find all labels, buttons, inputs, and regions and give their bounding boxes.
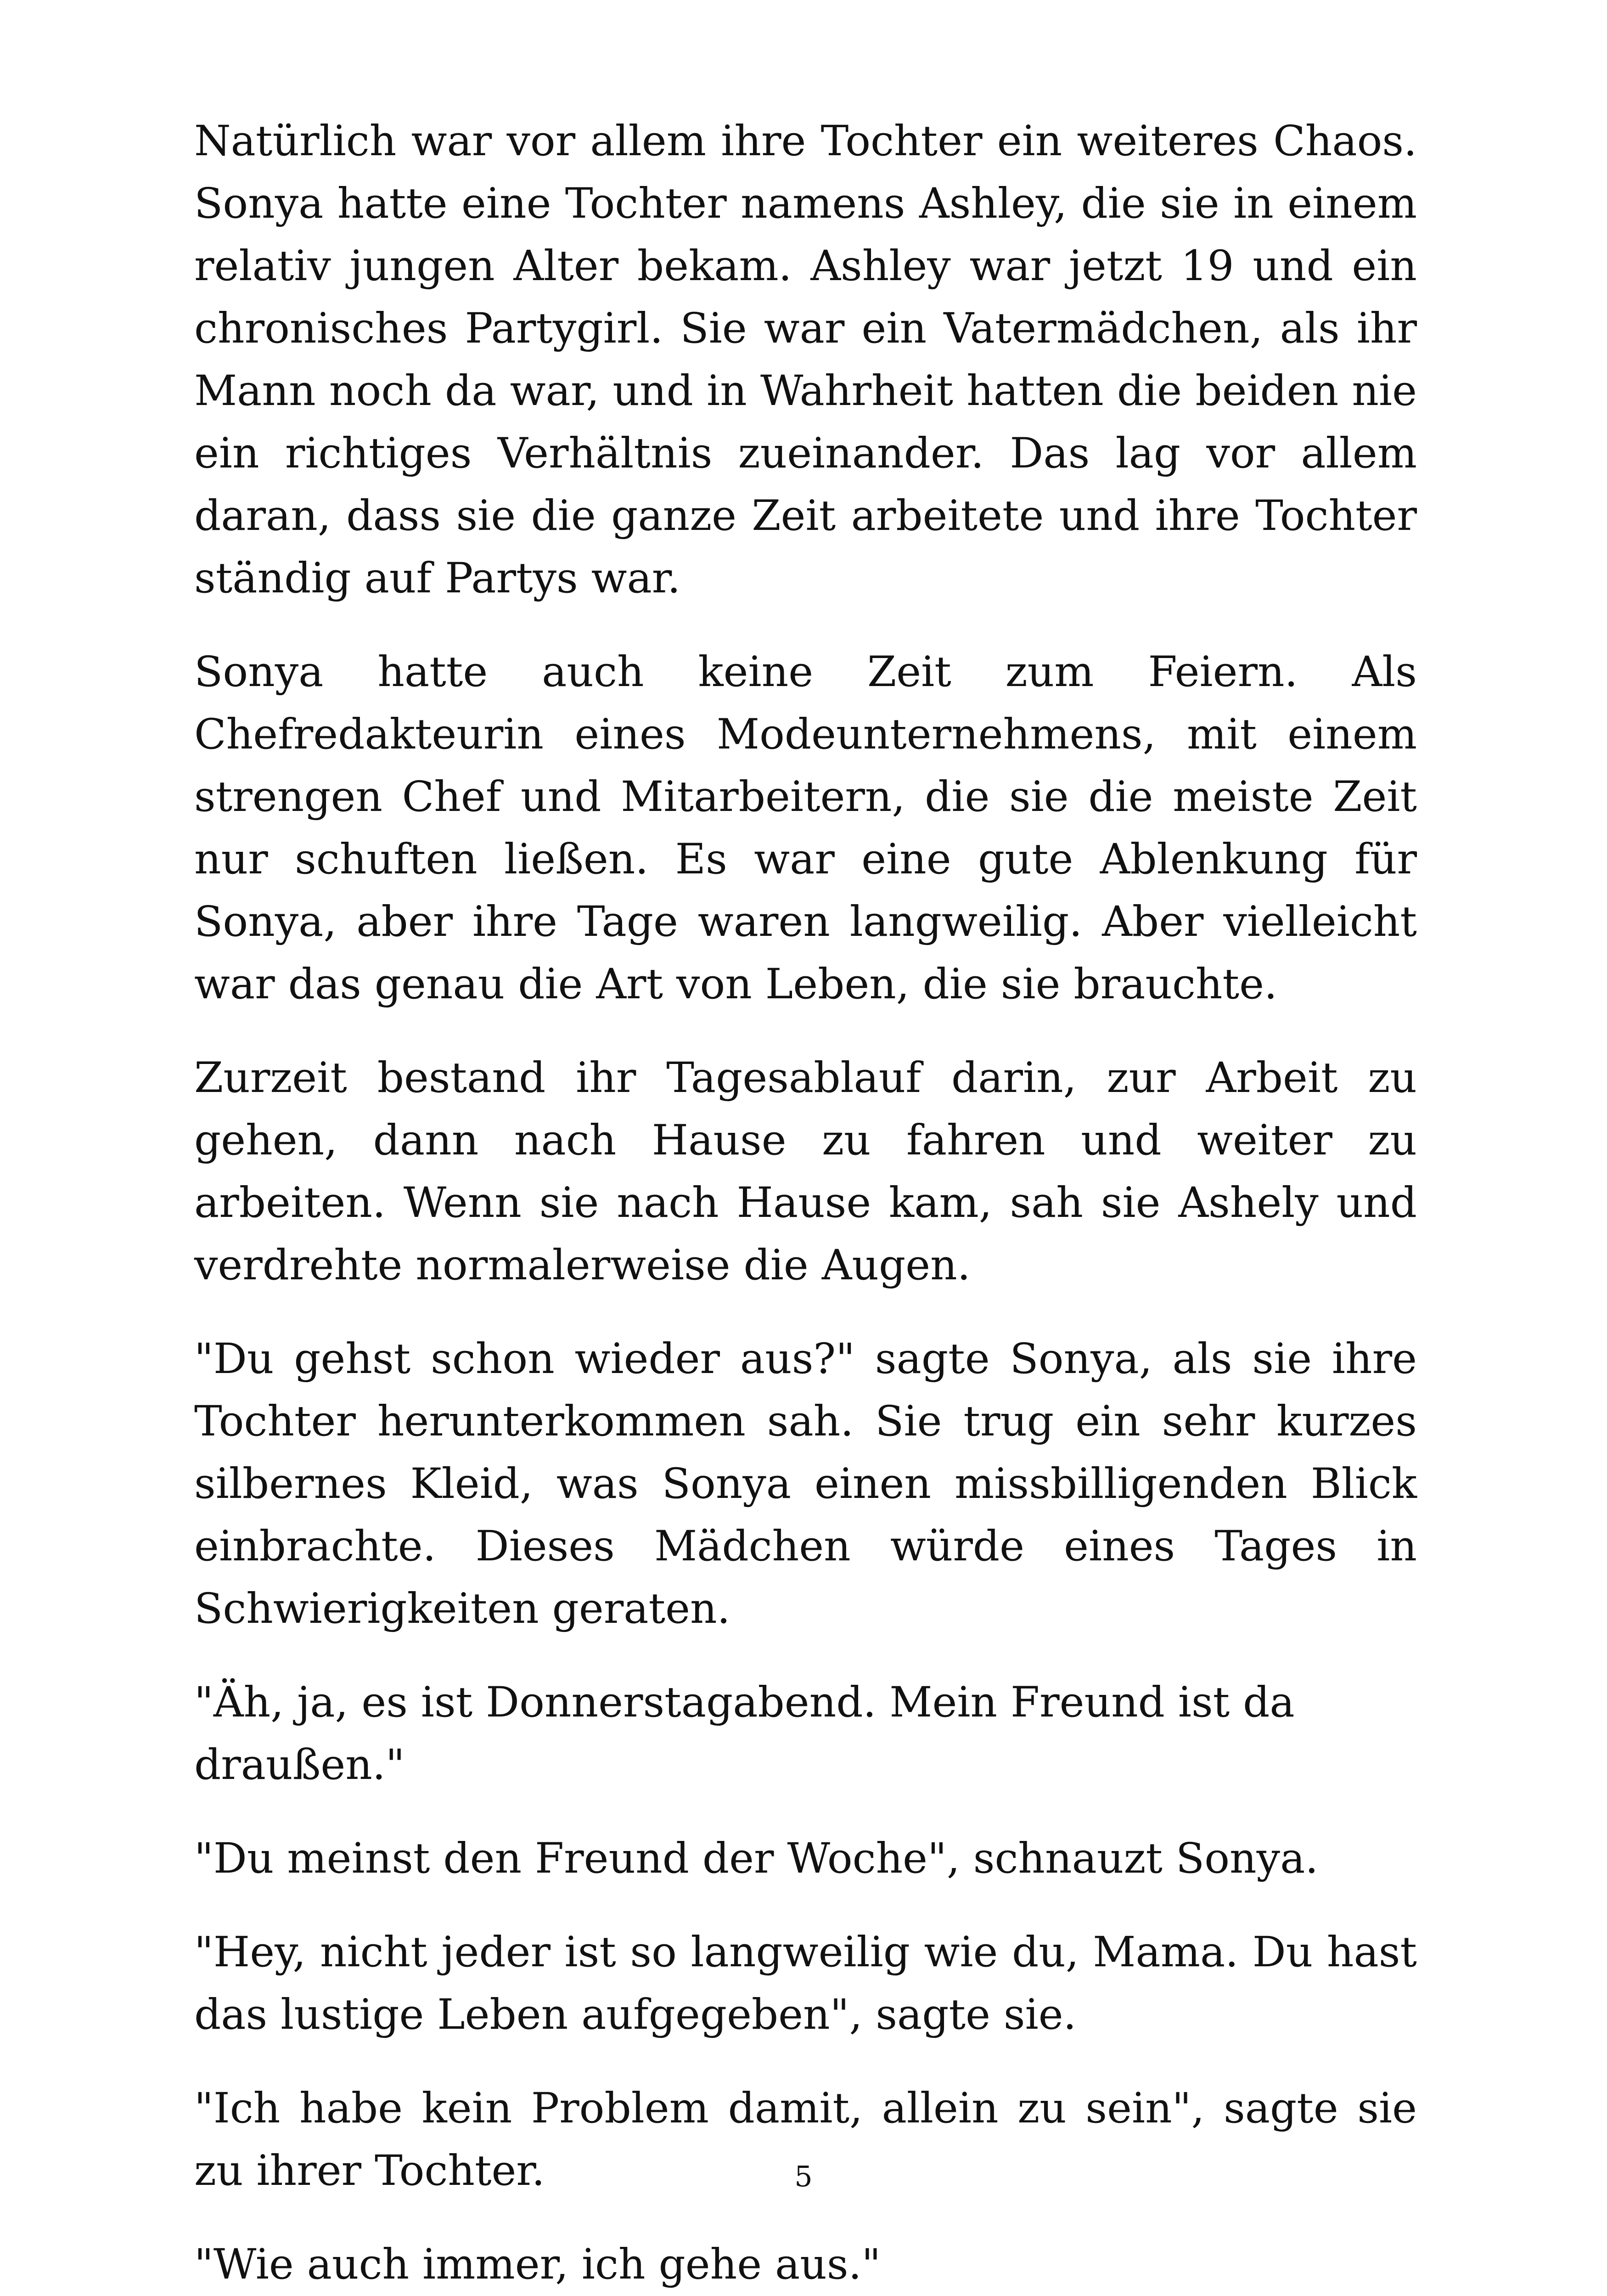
paragraph: Sonya hatte auch keine Zeit zum Feiern. Als Chefredakteurin eines Modeunternehmens, mit einem strengen Chef und Mitarbeitern, die sie die meiste Zeit nur schuften ließen. Es war eine gute Ablenkung für Sonya, aber ihre Tage waren langweilig. Aber vielleicht war das genau die Art von Leben, die sie brauchte. [194,648,1417,1008]
page-number: 5 [794,2160,813,2193]
paragraph: "Hey, nicht jeder ist so langweilig wie du, Mama. Du hast das lustige Leben aufgegeben", sagte sie. [194,1928,1417,2039]
paragraph: "Ich habe kein Problem damit, allein zu sein", sagte sie zu ihrer Tochter. [194,2084,1417,2195]
paragraph: "Wie auch immer, ich gehe aus." [194,2240,881,2289]
paragraph: "Du meinst den Freund der Woche", schnauzt Sonya. [194,1835,1319,1883]
paragraph: Natürlich war vor allem ihre Tochter ein weiteres Chaos. Sonya hatte eine Tochter namens Ashley, die sie in einem relativ jungen Alter bekam. Ashley war jetzt 19 und ein chronisches Partygirl. Sie war ein Vatermädchen, als ihr Mann noch da war, und in Wahrheit hatten die beiden nie ein richtiges Verhältnis zueinander. Das lag vor allem daran, dass sie die ganze Zeit arbeitete und ihre Tochter ständig auf Partys war. [194,117,1417,602]
paragraph: "Du gehst schon wieder aus?" sagte Sonya, als sie ihre Tochter herunterkommen sah. Sie trug ein sehr kurzes silbernes Kleid, was Sonya einen missbilligenden Blick einbrachte. Dieses Mädchen würde eines Tages in Schwierigkeiten geraten. [194,1335,1417,1633]
paragraph: "Äh, ja, es ist Donnerstagabend. Mein Freund ist da draußen." [194,1678,1295,1789]
body-text [194,110,1417,2296]
paragraph: Zurzeit bestand ihr Tagesablauf darin, zur Arbeit zu gehen, dann nach Hause zu fahren und weiter zu arbeiten. Wenn sie nach Hause kam, sah sie Ashely und verdrehte normalerweise die Augen. [194,1054,1417,1289]
